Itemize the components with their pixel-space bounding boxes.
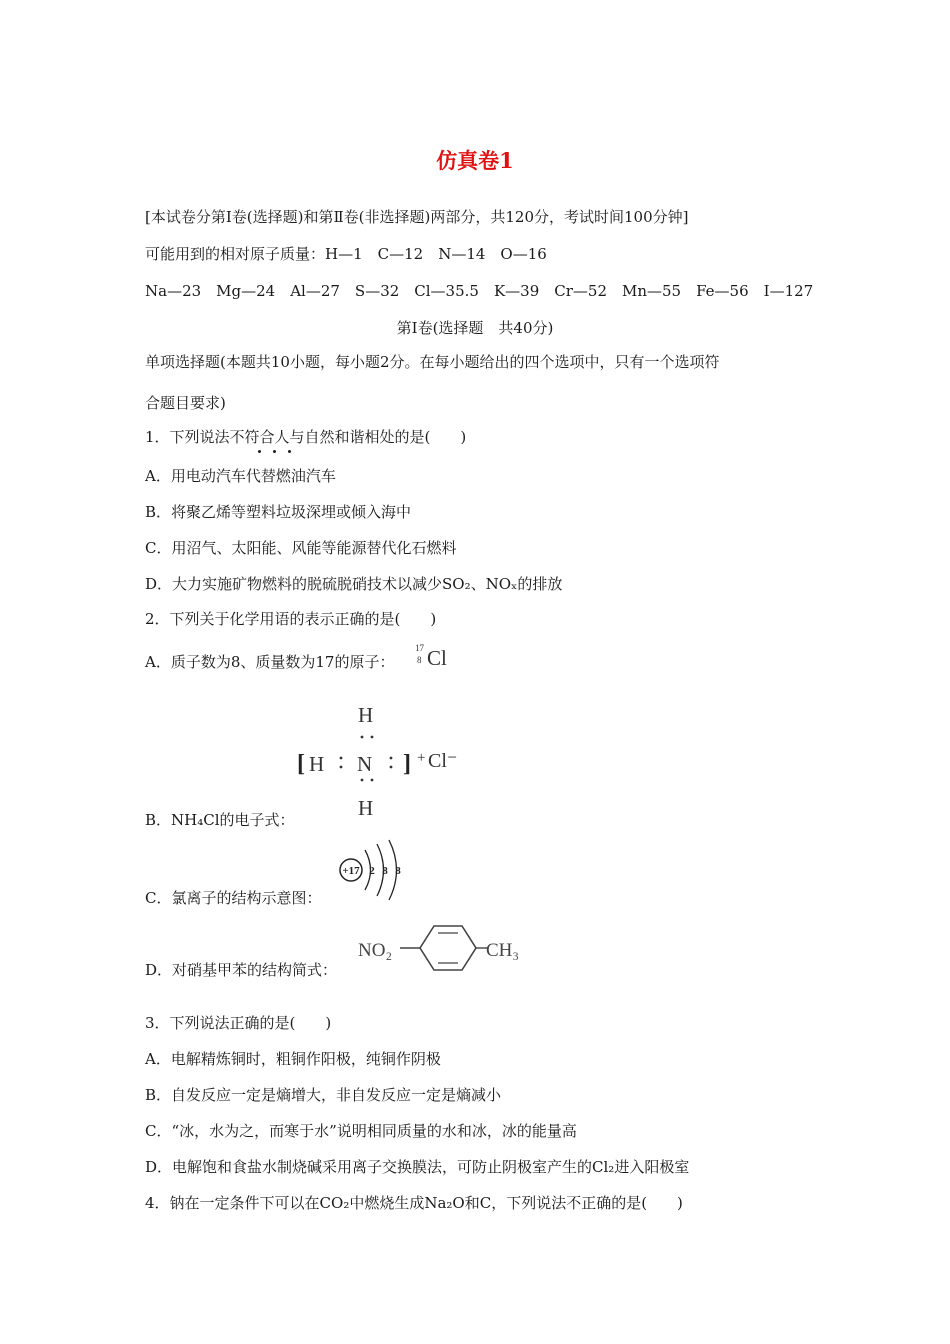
section-instructions-2: 合题目要求) <box>145 394 226 412</box>
cation-charge: + <box>417 750 426 766</box>
hydrogen-top: H <box>358 703 374 727</box>
question-3-option-c: C．“冰，水为之，而寒于水”说明相同质量的水和冰，冰的能量高 <box>145 1122 577 1140</box>
nuclide-element: Cl <box>427 646 447 670</box>
chloride-ion-structure-diagram <box>336 838 412 904</box>
question-1-option-d: D．大力实施矿物燃料的脱硫脱硝技术以减少SO₂、NOₓ的排放 <box>145 575 563 593</box>
electron-formula <box>295 700 485 822</box>
hydrogen-left: H <box>309 752 325 776</box>
question-2-stem: 2．下列关于化学用语的表示正确的是( ) <box>145 610 437 628</box>
question-3-option-b: B．自发反应一定是熵增大，非自发反应一定是熵减小 <box>145 1086 502 1104</box>
question-3-stem: 3．下列说法正确的是( ) <box>145 1014 332 1032</box>
shell-electrons-3: 8 <box>395 865 401 877</box>
question-2-option-d: D．对硝基甲苯的结构简式： <box>145 961 338 979</box>
right-bracket: ] <box>403 751 411 777</box>
nitrogen: N <box>357 752 373 776</box>
nitro-group: NO₂ <box>358 940 393 961</box>
question-4-stem: 4．钠在一定条件下可以在CO₂中燃烧生成Na₂O和C，下列说法不正确的是( ) <box>145 1194 683 1212</box>
section-heading: 第Ⅰ卷(选择题 共40分) <box>396 319 554 337</box>
emphasis-dots <box>258 450 304 458</box>
question-3-option-d: D．电解饱和食盐水制烧碱采用离子交换膜法，可防止阴极室产生的Cl₂进入阳极室 <box>145 1158 690 1176</box>
atomic-masses-line-2: Na—23 Mg—24 Al—27 S—32 Cl—35.5 K—39 Cr—52 Mn—55 Fe—56 I—127 <box>145 282 814 300</box>
p-nitrotoluene-structure <box>356 920 528 976</box>
question-1-option-b: B．将聚乙烯等塑料垃圾深埋或倾入海中 <box>145 503 412 521</box>
chloride-ion: Cl⁻ <box>428 750 458 772</box>
nuclide-mass-number: 17 <box>415 643 424 653</box>
methyl-group: CH₃ <box>486 940 520 961</box>
nuclide-proton-number: 8 <box>417 655 422 665</box>
shell-electrons-1: 2 <box>369 865 375 877</box>
nuclide-symbol <box>410 640 470 672</box>
question-1-option-a: A．用电动汽车代替燃油汽车 <box>145 467 336 485</box>
section-instructions-1: 单项选择题(本题共10小题，每小题2分。在每小题给出的四个选项中，只有一个选项符 <box>145 353 720 371</box>
left-bracket: [ <box>297 751 305 777</box>
question-2-option-b: B．NH₄Cl的电子式： <box>145 811 295 829</box>
question-1-stem: 1．下列说法不符合人与自然和谐相处的是( ) <box>145 428 467 446</box>
question-2-option-c: C．氯离子的结构示意图： <box>145 889 322 907</box>
question-1-option-c: C．用沼气、太阳能、风能等能源替代化石燃料 <box>145 539 457 557</box>
exam-note: [本试卷分第Ⅰ卷(选择题)和第Ⅱ卷(非选择题)两部分，共120分，考试时间100分钟] <box>145 208 689 226</box>
atomic-masses-line-1: 可能用到的相对原子质量：H—1 C—12 N—14 O—16 <box>145 245 547 263</box>
nucleus-charge: +17 <box>342 865 360 877</box>
page-title: 仿真卷1 <box>436 148 514 173</box>
shell-electrons-2: 8 <box>382 865 388 877</box>
question-2-option-a: A．质子数为8、质量数为17的原子： <box>145 653 395 671</box>
question-3-option-a: A．电解精炼铜时，粗铜作阳极，纯铜作阴极 <box>145 1050 441 1068</box>
hydrogen-bottom: H <box>358 796 374 820</box>
